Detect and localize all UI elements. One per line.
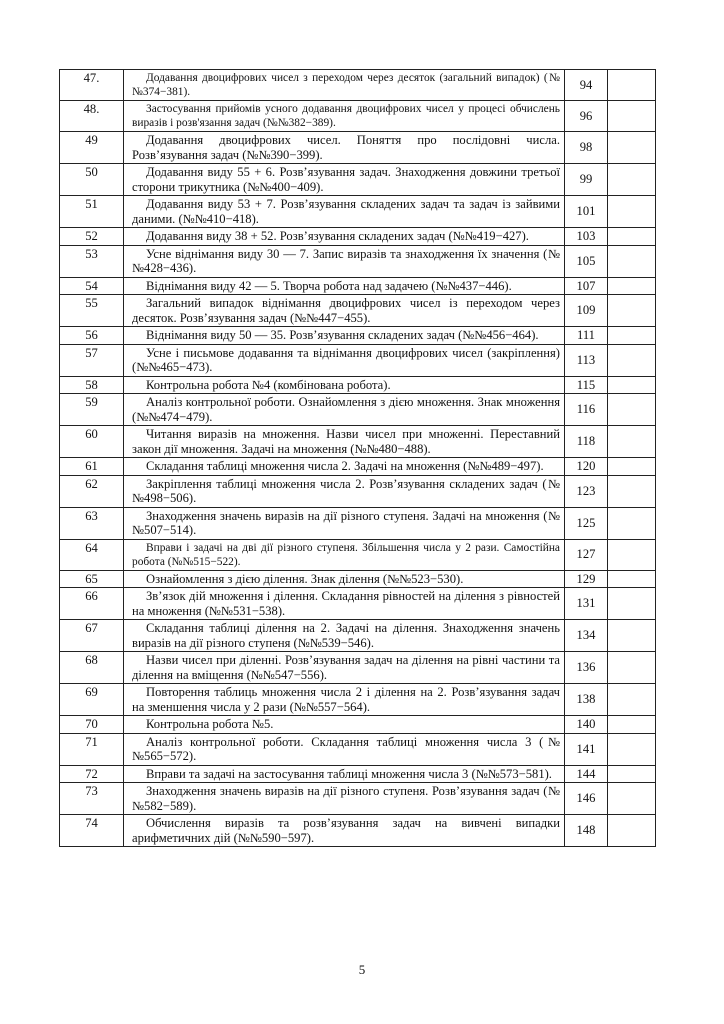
lesson-topic-cell <box>124 458 565 476</box>
lesson-page: 107 <box>565 277 608 295</box>
lesson-notes-cell <box>608 327 656 345</box>
lesson-row <box>60 507 656 539</box>
lesson-row <box>60 245 656 277</box>
lesson-page: 134 <box>565 620 608 652</box>
lesson-notes-cell <box>608 344 656 376</box>
lesson-notes-cell <box>608 815 656 847</box>
lesson-number: 59 <box>60 394 124 426</box>
lesson-topic: Віднімання виду 50 — 35. Розв’язування складених задач (№№456−464). <box>146 328 539 342</box>
lesson-page: 138 <box>565 684 608 716</box>
lesson-topic-cell <box>124 475 565 507</box>
lesson-row <box>60 652 656 684</box>
lesson-page: 148 <box>565 815 608 847</box>
lesson-topic: Усне і письмове додавання та віднімання двоцифрових чисел (закріплення) (№№465−473). <box>132 345 560 374</box>
lesson-topic: Усне віднімання виду 30 — 7. Запис виразів та знаходження їх значення (№№428−436). <box>132 246 560 275</box>
lesson-topic: Застосування прийомів усного додавання двоцифрових чисел у процесі обчислень виразів і розв'язання задач (№№382−389). <box>132 103 560 129</box>
lesson-topic-cell <box>124 815 565 847</box>
lesson-row <box>60 426 656 458</box>
lesson-page: 116 <box>565 394 608 426</box>
lesson-number: 69 <box>60 684 124 716</box>
lesson-number: 62 <box>60 475 124 507</box>
lesson-notes-cell <box>608 733 656 765</box>
lesson-number: 60 <box>60 426 124 458</box>
lesson-topic: Аналіз контрольної роботи. Складання таблиці множення числа 3 (№№565−572). <box>132 734 560 763</box>
lesson-topic: Додавання виду 53 + 7. Розв’язування складених задач та задач із зайвими даними. (№№410−418). <box>132 197 560 226</box>
lesson-topic: Складання таблиці ділення на 2. Задачі на ділення. Знаходження значень виразів на дії різного ступеня (№№539−546). <box>132 621 560 650</box>
lesson-topic: Закріплення таблиці множення числа 2. Розв’язування складених задач (№№498−506). <box>132 476 560 505</box>
lesson-topic-cell <box>124 228 565 246</box>
lesson-notes-cell <box>608 376 656 394</box>
page-number: 5 <box>358 962 366 977</box>
lesson-topic-cell <box>124 376 565 394</box>
lesson-number: 53 <box>60 245 124 277</box>
lesson-page: 98 <box>565 132 608 164</box>
lesson-notes-cell <box>608 684 656 716</box>
lesson-row <box>60 196 656 228</box>
lesson-notes-cell <box>608 652 656 684</box>
lesson-page: 131 <box>565 588 608 620</box>
lesson-number: 56 <box>60 327 124 345</box>
lesson-page: 129 <box>565 570 608 588</box>
lesson-topic: Аналіз контрольної роботи. Ознайомлення з дією множення. Знак множення (№№474−479). <box>132 395 560 424</box>
lesson-row <box>60 277 656 295</box>
lesson-notes-cell <box>608 458 656 476</box>
lesson-notes-cell <box>608 783 656 815</box>
lesson-notes-cell <box>608 196 656 228</box>
lesson-topic-cell <box>124 344 565 376</box>
lesson-topic-cell <box>124 652 565 684</box>
lesson-page: 123 <box>565 475 608 507</box>
lesson-notes-cell <box>608 164 656 196</box>
lesson-notes-cell <box>608 228 656 246</box>
lesson-number: 49 <box>60 132 124 164</box>
lesson-topic-cell <box>124 716 565 734</box>
lesson-number: 73 <box>60 783 124 815</box>
lesson-notes-cell <box>608 394 656 426</box>
lesson-topic-cell <box>124 620 565 652</box>
lesson-topic-cell <box>124 70 565 101</box>
lesson-number: 51 <box>60 196 124 228</box>
lesson-number: 66 <box>60 588 124 620</box>
lesson-topic: Віднімання виду 42 — 5. Творча робота над задачею (№№437−446). <box>146 278 512 293</box>
lesson-page: 96 <box>565 101 608 132</box>
lesson-topic-cell <box>124 507 565 539</box>
lesson-number: 71 <box>60 733 124 765</box>
lesson-row <box>60 70 656 101</box>
lesson-page: 101 <box>565 196 608 228</box>
lesson-number: 72 <box>60 765 124 783</box>
lesson-number: 55 <box>60 295 124 327</box>
lesson-topic: Вправи і задачі на дві дії різного ступеня. Збільшення числа у 2 рази. Самостійна робота (№№515−522). <box>132 541 560 568</box>
lesson-page: 127 <box>565 539 608 570</box>
lesson-notes-cell <box>608 507 656 539</box>
lesson-notes-cell <box>608 295 656 327</box>
lesson-row <box>60 376 656 394</box>
lesson-topic-cell <box>124 783 565 815</box>
lesson-number: 61 <box>60 458 124 476</box>
lesson-plan-table <box>59 69 656 847</box>
lesson-number: 65 <box>60 570 124 588</box>
lesson-topic-cell <box>124 245 565 277</box>
lesson-row <box>60 733 656 765</box>
lesson-number: 58 <box>60 376 124 394</box>
lesson-topic: Знаходження значень виразів на дії різного ступеня. Задачі на множення (№№507−514). <box>132 508 560 537</box>
lesson-number: 74 <box>60 815 124 847</box>
lesson-notes-cell <box>608 716 656 734</box>
lesson-number: 54 <box>60 277 124 295</box>
lesson-row <box>60 620 656 652</box>
lesson-notes-cell <box>608 765 656 783</box>
lesson-row <box>60 458 656 476</box>
lesson-page: 94 <box>565 70 608 101</box>
lesson-page: 141 <box>565 733 608 765</box>
lesson-row <box>60 344 656 376</box>
lesson-notes-cell <box>608 475 656 507</box>
lesson-row <box>60 327 656 345</box>
lesson-page: 109 <box>565 295 608 327</box>
lesson-notes-cell <box>608 588 656 620</box>
lesson-topic-cell <box>124 588 565 620</box>
lesson-row <box>60 588 656 620</box>
lesson-topic: Ознайомлення з дією ділення. Знак ділення (№№523−530). <box>146 571 464 586</box>
lesson-row <box>60 716 656 734</box>
lesson-topic-cell <box>124 132 565 164</box>
lesson-row <box>60 295 656 327</box>
lesson-topic: Вправи та задачі на застосування таблиці множення числа 3 (№№573−581). <box>146 766 552 781</box>
lesson-topic-cell <box>124 733 565 765</box>
lesson-number: 63 <box>60 507 124 539</box>
lesson-notes-cell <box>608 245 656 277</box>
lesson-topic: Загальний випадок віднімання двоцифрових чисел із переходом через десяток. Розв’язування задач (№№447−455). <box>132 296 560 325</box>
lesson-page: 113 <box>565 344 608 376</box>
lesson-topic: Зв’язок дій множення і ділення. Складання рівностей на ділення з рівностей на множення (№№531−538). <box>132 589 560 618</box>
lesson-page: 144 <box>565 765 608 783</box>
lesson-topic: Знаходження значень виразів на дії різного ступеня. Розв’язування задач (№№582−589). <box>132 784 560 813</box>
lesson-topic-cell <box>124 570 565 588</box>
lesson-topic-cell <box>124 426 565 458</box>
lesson-number: 47. <box>60 70 124 101</box>
lesson-topic-cell <box>124 327 565 345</box>
lesson-number: 52 <box>60 228 124 246</box>
lesson-topic-cell <box>124 765 565 783</box>
lesson-notes-cell <box>608 132 656 164</box>
lesson-page: 118 <box>565 426 608 458</box>
lesson-number: 70 <box>60 716 124 734</box>
lesson-topic-cell <box>124 196 565 228</box>
lesson-topic: Контрольна робота №4 (комбінована робота). <box>146 377 391 392</box>
lesson-topic: Додавання двоцифрових чисел з переходом через десяток (загальний випадок) (№№374−381). <box>132 72 560 98</box>
lesson-topic: Складання таблиці множення числа 2. Задачі на множення (№№489−497). <box>146 459 544 473</box>
lesson-page: 115 <box>565 376 608 394</box>
lesson-number: 48. <box>60 101 124 132</box>
lesson-topic: Читання виразів на множення. Назви чисел при множенні. Переставний закон дії множення. Задачі на множення (№№480−488). <box>132 427 560 456</box>
lesson-row <box>60 164 656 196</box>
lesson-topic-cell <box>124 277 565 295</box>
lesson-topic-cell <box>124 295 565 327</box>
lesson-notes-cell <box>608 539 656 570</box>
lesson-topic-cell <box>124 394 565 426</box>
lesson-number: 50 <box>60 164 124 196</box>
lesson-page: 146 <box>565 783 608 815</box>
lesson-row <box>60 228 656 246</box>
lesson-row <box>60 132 656 164</box>
lesson-topic: Додавання двоцифрових чисел. Поняття про послідовні числа. Розв’язування задач (№№390−399). <box>132 133 560 162</box>
lesson-row <box>60 783 656 815</box>
lesson-plan-sheet <box>59 69 655 847</box>
lesson-topic: Контрольна робота №5. <box>146 717 274 731</box>
lesson-row <box>60 539 656 570</box>
lesson-page: 136 <box>565 652 608 684</box>
lesson-page: 120 <box>565 458 608 476</box>
lesson-row <box>60 394 656 426</box>
lesson-page: 125 <box>565 507 608 539</box>
lesson-notes-cell <box>608 277 656 295</box>
lesson-row <box>60 101 656 132</box>
lesson-plan-body <box>60 70 656 847</box>
lesson-notes-cell <box>608 70 656 101</box>
lesson-topic-cell <box>124 684 565 716</box>
lesson-topic: Повторення таблиць множення числа 2 і ділення на 2. Розв’язування задач на зменшення числа у 2 рази (№№557−564). <box>132 685 560 714</box>
lesson-row <box>60 684 656 716</box>
lesson-notes-cell <box>608 620 656 652</box>
lesson-topic-cell <box>124 539 565 570</box>
lesson-row <box>60 475 656 507</box>
lesson-notes-cell <box>608 101 656 132</box>
lesson-page: 105 <box>565 245 608 277</box>
lesson-topic: Обчислення виразів та розв’язування задач на вивчені випадки арифметичних дій (№№590−597). <box>132 816 560 845</box>
lesson-notes-cell <box>608 426 656 458</box>
lesson-page: 111 <box>565 327 608 345</box>
lesson-notes-cell <box>608 570 656 588</box>
lesson-topic: Назви чисел при діленні. Розв’язування задач на ділення на рівні частини та ділення на вміщення (№№547−556). <box>132 653 560 682</box>
lesson-row <box>60 815 656 847</box>
lesson-number: 57 <box>60 344 124 376</box>
lesson-number: 67 <box>60 620 124 652</box>
lesson-topic-cell <box>124 101 565 132</box>
lesson-row <box>60 570 656 588</box>
lesson-page: 103 <box>565 228 608 246</box>
lesson-page: 140 <box>565 716 608 734</box>
lesson-topic-cell <box>124 164 565 196</box>
lesson-topic: Додавання виду 38 + 52. Розв’язування складених задач (№№419−427). <box>146 229 529 243</box>
lesson-number: 64 <box>60 539 124 570</box>
lesson-row <box>60 765 656 783</box>
lesson-number: 68 <box>60 652 124 684</box>
lesson-topic: Додавання виду 55 + 6. Розв’язування задач. Знаходження довжини третьої сторони трикутника (№№400−409). <box>132 165 560 194</box>
lesson-page: 99 <box>565 164 608 196</box>
